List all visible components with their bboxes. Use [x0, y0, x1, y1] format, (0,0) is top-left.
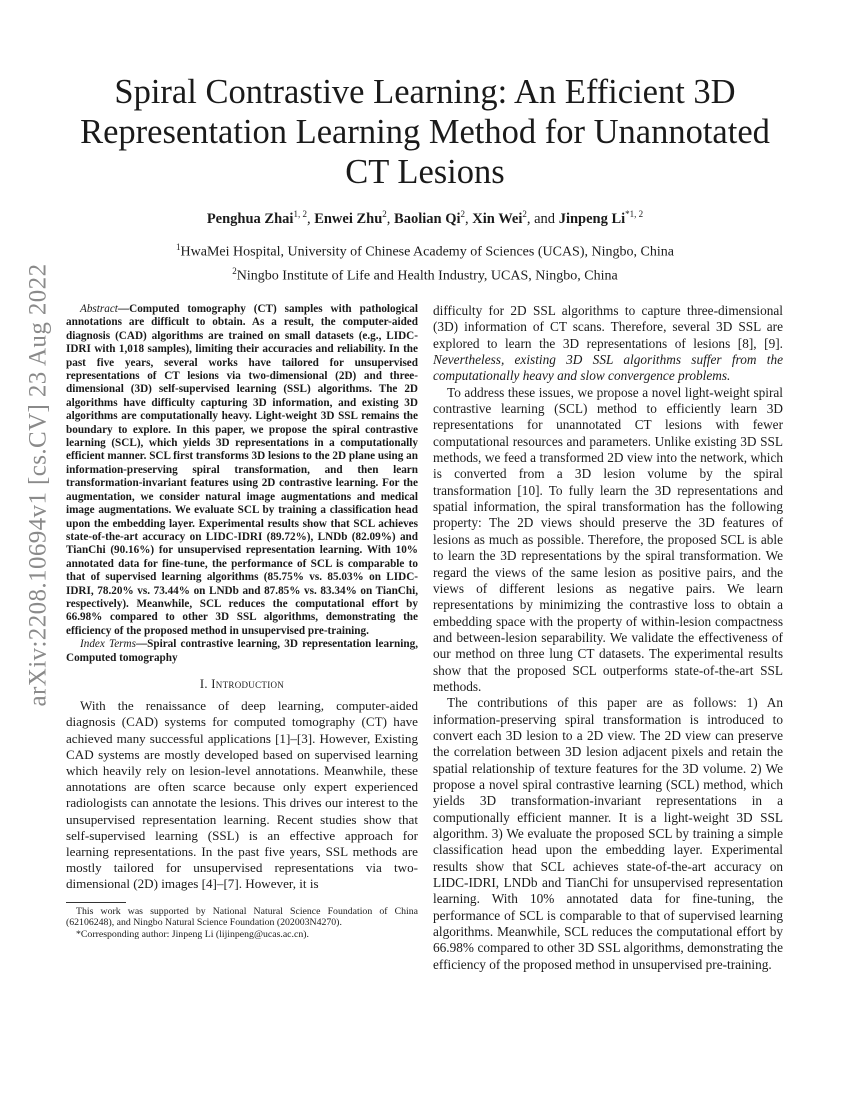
author-name: Xin Wei: [472, 210, 523, 227]
author-affil-mark: 2: [382, 209, 387, 219]
affil-text: HwaMei Hospital, University of Chinese Academy of Sciences (UCAS), Ningbo, China: [180, 244, 674, 260]
paragraph-text: difficulty for 2D SSL algorithms to capture three-dimensional (3D) information of CT scans. Therefore, several 3D SSL are explored to learn the 3D representations of lesions [8], [9].: [433, 303, 783, 351]
author-separator: ,: [306, 210, 315, 227]
title-line: Spiral Contrastive Learning: An Efficient 3D: [114, 73, 736, 111]
title-line: Representation Learning Method for Unannotated: [80, 113, 770, 151]
author-affil-mark: 2: [522, 209, 527, 219]
author-list: [60, 205, 790, 228]
index-terms: [66, 638, 418, 665]
author-affil-mark: 2: [460, 209, 466, 219]
arxiv-id: arXiv:2208.10694v1 [cs.CV] 23 Aug 2022: [24, 263, 52, 707]
author-separator: ,: [465, 210, 473, 227]
footnote-divider: [66, 902, 126, 903]
author-affil-mark: 1, 2: [293, 209, 307, 219]
affiliation: [60, 238, 790, 262]
paragraph-contributions: The contributions of this paper are as follows: 1) An information-preserving spiral transformation is introduced to convert each 3D lesion to a 2D view. The 2D view can preserve the correlation between 3D lesion adjacent pixels and retain the spatial relationship of texture features for the 3D volume. 2) We propose a novel spiral contrastive learning (SCL) method, which yields 3D transformation-invariant representations in a computionally efficient manner. It is a light-weight 3D SSL algorithm. 3) We evaluate the proposed SCL by training a simple classification head upon the embedding layer. Experimental results show that SCL achieves state-of-the-art accuracy on LIDC-IDRI, LNDb and TianChi for unsupervised representation learning. With 10% annotated data for fine-tuning, the performance of SCL is comparable to that of supervised learning algorithms. Meanwhile, SCL reduces the computational effort by 66.98% compared to other 3D SSL algorithms, demonstrating the efficiency of the proposed method in unsupervised pre-training.: [433, 695, 783, 972]
author-affil-mark: *1, 2: [625, 209, 644, 219]
paper-title: [60, 72, 790, 192]
paragraph-emphasis: Nevertheless, existing 3D SSL algorithms suffer from the computationally heavy and slow convergence problems.: [433, 352, 783, 384]
abstract-label: Abstract: [80, 303, 118, 315]
abstract-text: —Computed tomography (CT) samples with pathological annotations are difficult to obtain. As a result, the computer-aided diagnosis (CAD) algorithms are trained on small datasets (e.g., LIDC-IDRI with 1,018 samples), limiting their accuracies and reliability. In the past five years, several works have tailored for unsupervised representations of CT lesions via two-dimensional (2D) and three-dimensional (3D) self-supervised learning (SSL) algorithms. The 2D algorithms have difficulty capturing 3D information, and existing 3D algorithms are computationally heavy. Light-weight 3D SSL remains the boundary to explore. In this paper, we propose the spiral contrastive learning (SCL), which yields 3D representations in a computationally efficient manner. SCL first transforms 3D lesions to the 2D plane using an information-preserving spiral transformation, and then learn transformation-invariant features using 2D contrastive learning. For the augmentation, we consider natural image augmentations and medical image augmentations. We evaluate SCL by training a classification head upon the embedding layer. Experimental results show that SCL achieves state-of-the-art accuracy on LIDC-IDRI (89.72%), LNDb (82.09%) and TianChi (90.16%) for unsupervised representation learning. With 10% annotated data for fine-tune, the performance of SCL is comparable to that of supervised learning algorithms (85.75% vs. 85.03% on LIDC-IDRI, 78.20% vs. 73.44% on LNDb and 87.85% vs. 83.34% on TianChi, respectively). Meanwhile, SCL reduces the computational effort by 66.98% compared to other 3D SSL algorithms, demonstrating the efficiency of the proposed method in unsupervised pre-training.: [66, 303, 418, 637]
author-name: Baolian Qi: [394, 210, 461, 227]
author-and: , and: [526, 210, 559, 227]
index-terms-label: Index Terms: [80, 638, 136, 651]
affiliations: [60, 238, 790, 286]
affiliation: [60, 262, 790, 286]
author-separator: ,: [386, 210, 395, 227]
author-name: Jinpeng Li: [558, 210, 626, 227]
abstract: [66, 303, 418, 638]
affil-text: Ningbo Institute of Life and Health Industry, UCAS, Ningbo, China: [236, 268, 618, 284]
arxiv-sidebar-stamp: [13, 263, 63, 707]
paragraph-approach: To address these issues, we propose a novel light-weight spiral contrastive learning (SCL) method to efficiently learn 3D representations for unannotated CT lesions with fewer computational resources and parameters. Unlike existing 3D SSL methods, we feed a transformed 2D view into the network, which is converted from a 3D lesion volume by the spiral transformation [10]. To fully learn the 3D representations and spatial information, the spiral transformation has the following property: The 2D views should preserve the 3D features of lesions as much as possible. Therefore, the proposed SCL is able to learn the 3D representations by the spiral transformation. We regard the views of the same lesion as positive pairs, and the views of different lesions as negative pairs. We learn representations by minimizing the contrastive loss to obtain a embedding space with the property of within-lesion compactness and between-lesion separability. We validate the effectiveness of our method on three lung CT datasets. The experimental results show that the proposed SCL outperforms state-of-the-art SSL methods.: [433, 384, 783, 694]
left-column: [66, 303, 418, 940]
paragraph-continued: [433, 303, 783, 385]
right-column: [433, 303, 783, 973]
index-terms-text: —Spiral contrastive learning, 3D representation learning, Computed tomography: [66, 638, 418, 664]
section-heading: I. Introduction: [199, 676, 285, 691]
affil-mark: 1: [176, 242, 181, 252]
author-name: Penghua Zhai: [206, 210, 294, 227]
funding-footnote: This work was supported by National Natural Science Foundation of China (62106248), and Ningbo Natural Science Foundation (202003N4270).: [66, 905, 418, 929]
corresponding-author-footnote: *Corresponding author: Jinpeng Li (lijinpeng@ucas.ac.cn).: [76, 928, 309, 940]
affil-mark: 2: [232, 266, 237, 277]
author-name: Enwei Zhu: [314, 210, 383, 227]
intro-paragraph: With the renaissance of deep learning, computer-aided diagnosis (CAD) systems for computed tomography (CT) have achieved many successful applications [1]–[3]. However, Existing CAD systems are mostly developed based on supervised learning which heavily rely on lesion-level annotations. Meanwhile, these annotations are often scarce because only expert experienced radiologists can annotate the lesions. This drives our interest to the unsupervised representation learning. Recent studies show that self-supervised learning (SSL) is an effective approach for learning representations. In the past five years, SSL methods are mostly tailored for unsupervised representations via two-dimensional (2D) images [4]–[7]. However, it is: [66, 698, 418, 892]
title-line: CT Lesions: [345, 153, 505, 191]
